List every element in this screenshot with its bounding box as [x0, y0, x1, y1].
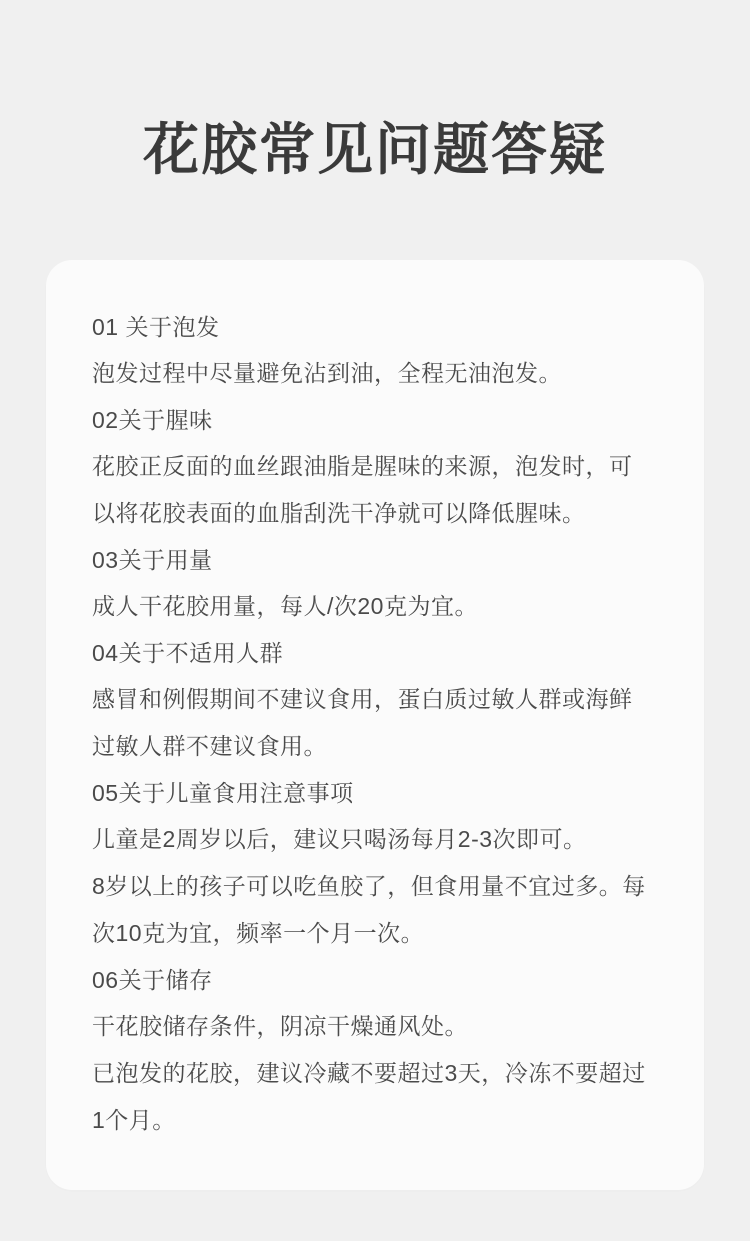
- faq-card: [46, 260, 704, 1190]
- faq-page: [0, 38, 750, 1241]
- faq-answer: 8岁以上的孩子可以吃鱼胶了，但食用量不宜过多。每次10克为宜，频率一个月一次。: [92, 872, 646, 946]
- faq-answer: 感冒和例假期间不建议食用，蛋白质过敏人群或海鲜过敏人群不建议食用。: [92, 685, 633, 759]
- faq-item: [92, 957, 652, 1144]
- faq-item: [92, 304, 652, 397]
- page-title: 花胶常见问题答疑: [143, 117, 607, 181]
- faq-item: [92, 770, 652, 957]
- faq-question: 04关于不适用人群: [92, 639, 284, 666]
- faq-item: [92, 397, 652, 537]
- faq-question: 03关于用量: [92, 546, 213, 573]
- faq-question: 06关于储存: [92, 966, 213, 993]
- faq-question: 01 关于泡发: [92, 313, 220, 340]
- faq-answer: 成人干花胶用量，每人/次20克为宜。: [92, 592, 478, 619]
- faq-answer: 泡发过程中尽量避免沾到油，全程无油泡发。: [92, 359, 562, 386]
- faq-list: [92, 304, 652, 1144]
- faq-answer: 儿童是2周岁以后，建议只喝汤每月2-3次即可。: [92, 825, 587, 852]
- faq-answer: 干花胶储存条件，阴凉干燥通风处。: [92, 1012, 468, 1039]
- faq-question: 02关于腥味: [92, 406, 213, 433]
- faq-answer: 花胶正反面的血丝跟油脂是腥味的来源，泡发时，可以将花胶表面的血脂刮洗干净就可以降低腥味。: [92, 452, 633, 526]
- faq-answer: 已泡发的花胶，建议冷藏不要超过3天，冷冻不要超过1个月。: [92, 1059, 646, 1133]
- faq-item: [92, 537, 652, 630]
- faq-item: [92, 630, 652, 770]
- faq-question: 05关于儿童食用注意事项: [92, 779, 354, 806]
